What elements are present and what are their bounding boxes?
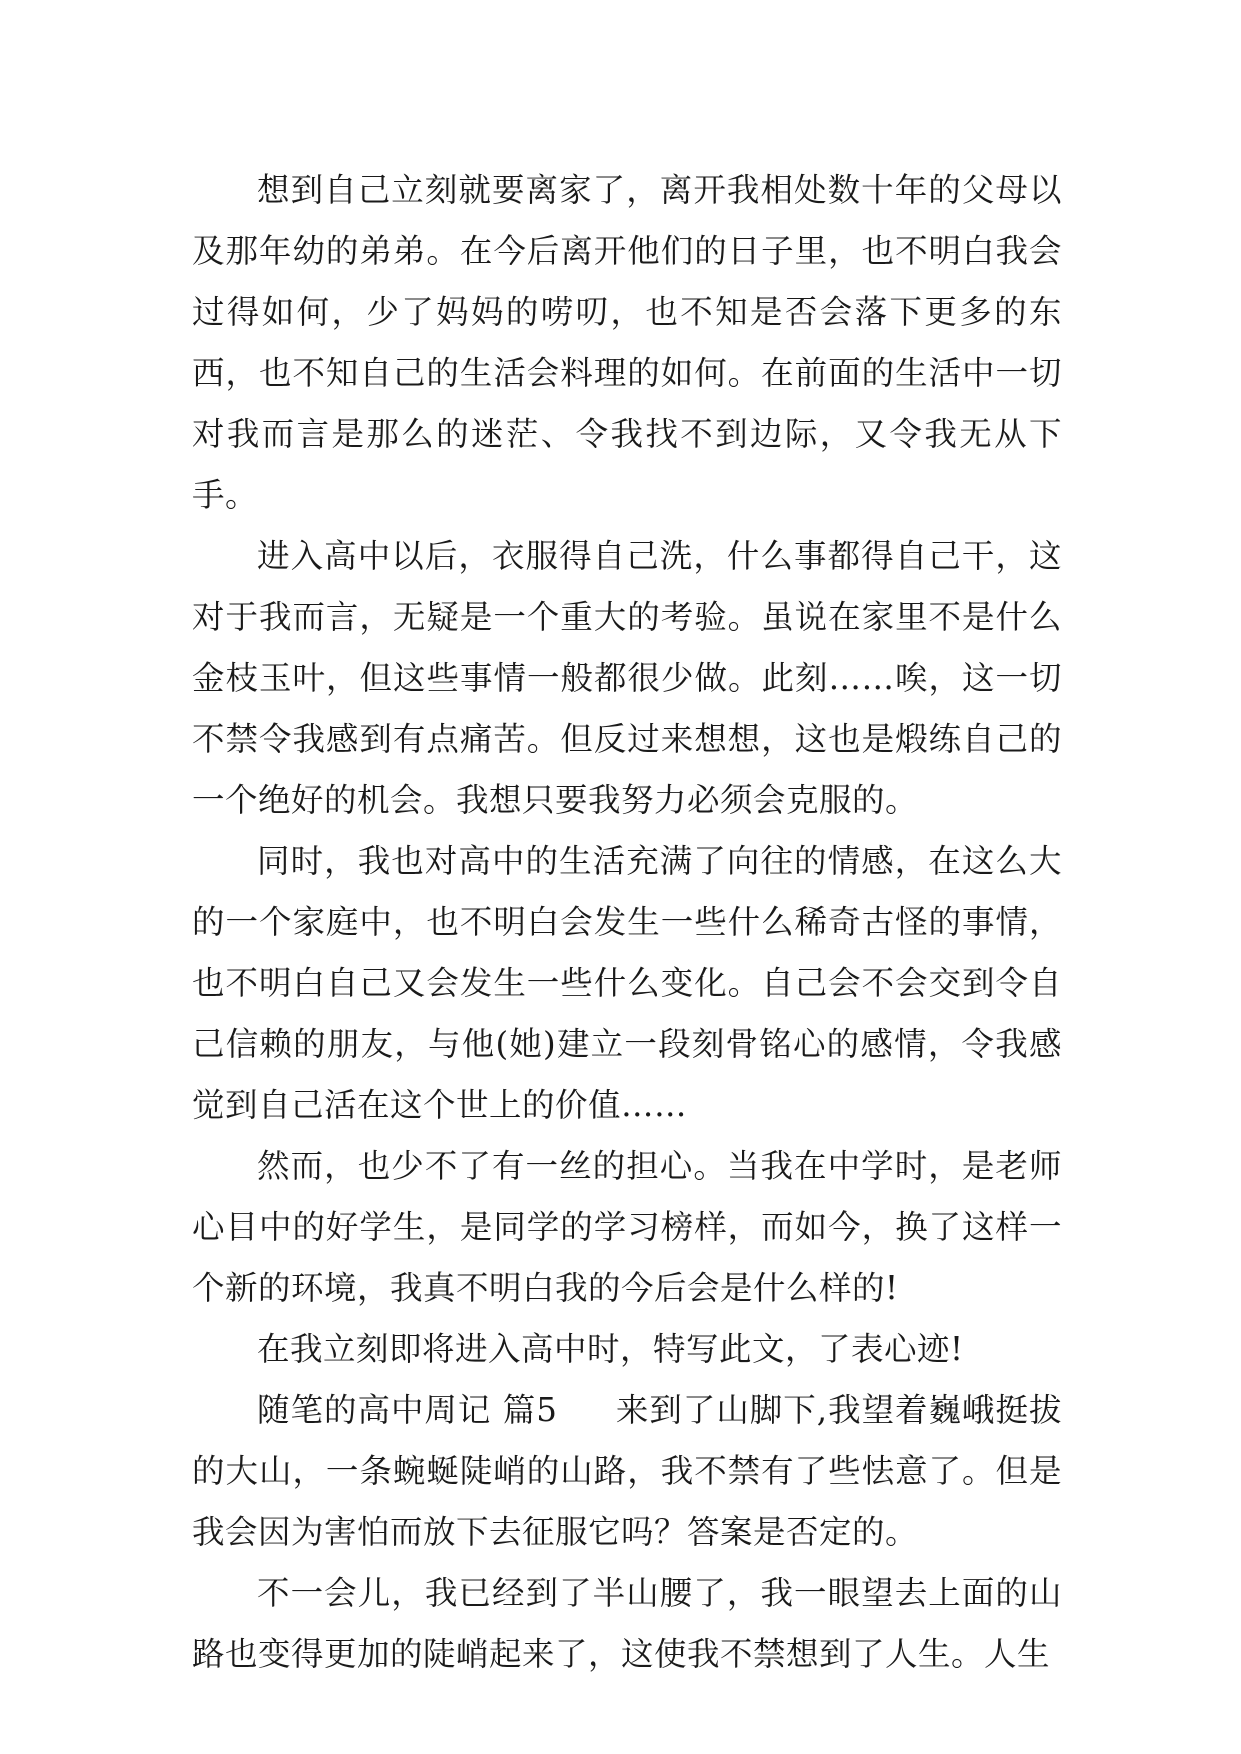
section-first-text: 来到了山脚下,我望着巍峨挺拔的大山，一条蜿蜒陡峭的山路，我不禁有了些怯意了。但是我会因为害怕而放下去征服它吗？答案是否定的。 <box>192 1391 1062 1551</box>
paragraph-3: 同时，我也对高中的生活充满了向往的情感，在这么大的一个家庭中，也不明白会发生一些什么稀奇古怪的事情，也不明白自己又会发生一些什么变化。自己会不会交到令自己信赖的朋友，与他(她)建立一段刻骨铭心的感情，令我感觉到自己活在这个世上的价值…… <box>192 842 1062 1124</box>
section-heading: 随笔的高中周记 篇5 <box>257 1391 558 1429</box>
paragraph-7: 不一会儿，我已经到了半山腰了，我一眼望去上面的山路也变得更加的陡峭起来了，这使我不禁想到了人生。人生 <box>192 1574 1062 1673</box>
section-paragraph <box>192 1380 1062 1563</box>
paragraph-4: 然而，也少不了有一丝的担心。当我在中学时，是老师心目中的好学生，是同学的学习榜样，而如今，换了这样一个新的环境，我真不明白我的今后会是什么样的! <box>192 1147 1062 1307</box>
paragraph-2: 进入高中以后，衣服得自己洗，什么事都得自己干，这对于我而言，无疑是一个重大的考验。虽说在家里不是什么金枝玉叶，但这些事情一般都很少做。此刻……唉，这一切不禁令我感到有点痛苦。但反过来想想，这也是煅练自己的一个绝好的机会。我想只要我努力必须会克服的。 <box>192 537 1062 819</box>
paragraph-1: 想到自己立刻就要离家了，离开我相处数十年的父母以及那年幼的弟弟。在今后离开他们的日子里，也不明白我会过得如何，少了妈妈的唠叨，也不知是否会落下更多的东西，也不知自己的生活会料理的如何。在前面的生活中一切对我而言是那么的迷茫、令我找不到边际，又令我无从下手。 <box>192 171 1062 514</box>
paragraph-5: 在我立刻即将进入高中时，特写此文，了表心迹! <box>257 1330 964 1368</box>
document-body <box>192 160 1062 1685</box>
